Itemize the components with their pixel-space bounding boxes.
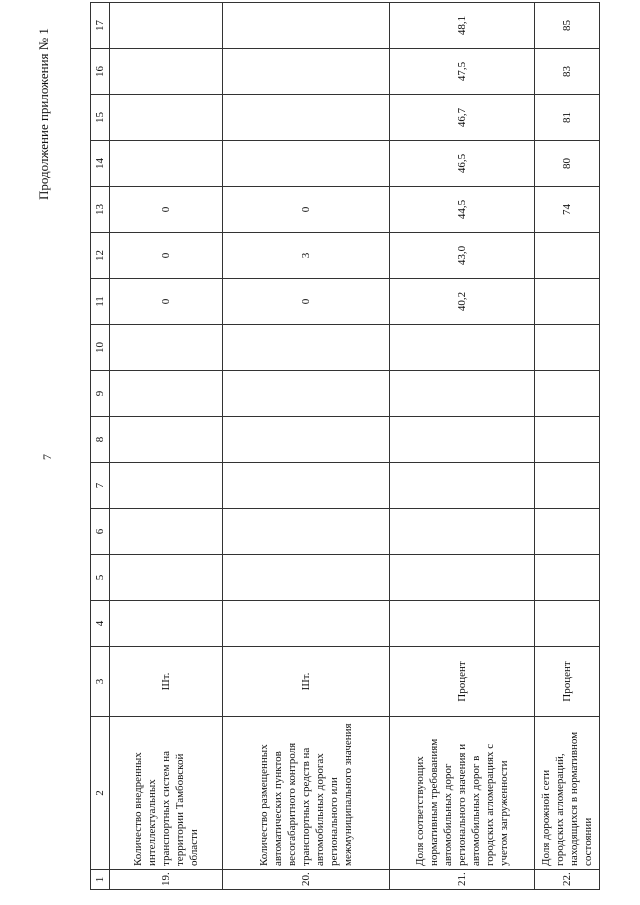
value-cell xyxy=(110,417,223,463)
unit-cell: Процент xyxy=(390,647,535,717)
value-cell xyxy=(535,509,600,555)
column-header: 13 xyxy=(91,187,110,233)
table-row xyxy=(390,3,535,890)
value-cell xyxy=(110,555,223,601)
column-header: 11 xyxy=(91,279,110,325)
value-cell: 43,0 xyxy=(390,233,535,279)
row-number: 22. xyxy=(535,870,600,890)
appendix-caption: Продолжение приложения № 1 xyxy=(36,28,51,200)
value-cell xyxy=(110,601,223,647)
row-number: 19. xyxy=(110,870,223,890)
value-cell xyxy=(223,417,390,463)
value-cell xyxy=(535,463,600,509)
value-cell xyxy=(390,371,535,417)
value-cell: 0 xyxy=(110,187,223,233)
value-cell xyxy=(390,325,535,371)
column-header: 6 xyxy=(91,509,110,555)
value-cell: 3 xyxy=(223,233,390,279)
value-cell: 40,2 xyxy=(390,279,535,325)
value-cell xyxy=(535,233,600,279)
value-cell: 0 xyxy=(223,187,390,233)
row-number: 21. xyxy=(390,870,535,890)
value-cell xyxy=(535,601,600,647)
value-cell: 44,5 xyxy=(390,187,535,233)
column-header: 3 xyxy=(91,647,110,717)
value-cell xyxy=(223,371,390,417)
column-header: 14 xyxy=(91,141,110,187)
value-cell xyxy=(535,555,600,601)
value-cell xyxy=(535,371,600,417)
value-cell: 46,5 xyxy=(390,141,535,187)
value-cell xyxy=(223,141,390,187)
unit-cell: Шт. xyxy=(223,647,390,717)
value-cell xyxy=(390,555,535,601)
value-cell xyxy=(110,141,223,187)
row-number: 20. xyxy=(223,870,390,890)
column-header: 7 xyxy=(91,463,110,509)
value-cell xyxy=(110,95,223,141)
value-cell: 0 xyxy=(110,233,223,279)
value-cell xyxy=(535,279,600,325)
table-row xyxy=(535,3,600,890)
table-row xyxy=(223,3,390,890)
value-cell: 80 xyxy=(535,141,600,187)
value-cell: 83 xyxy=(535,49,600,95)
value-cell xyxy=(390,509,535,555)
page-number: 7 xyxy=(40,454,54,460)
value-cell xyxy=(390,601,535,647)
value-cell xyxy=(223,555,390,601)
value-cell xyxy=(223,95,390,141)
indicator-name: Доля соответствующих нормативным требованиям автомобильных дорог регионального значения и автомобильных дорог в городских агломерациях с учетом загруженности xyxy=(390,717,535,870)
column-number-row xyxy=(91,3,110,890)
value-cell: 48,1 xyxy=(390,3,535,49)
indicator-table xyxy=(90,2,600,890)
value-cell: 0 xyxy=(223,279,390,325)
column-header: 9 xyxy=(91,371,110,417)
unit-cell: Процент xyxy=(535,647,600,717)
value-cell xyxy=(223,49,390,95)
column-header: 17 xyxy=(91,3,110,49)
value-cell xyxy=(535,325,600,371)
table-row xyxy=(110,3,223,890)
column-header: 2 xyxy=(91,717,110,870)
value-cell xyxy=(223,463,390,509)
value-cell: 74 xyxy=(535,187,600,233)
column-header: 1 xyxy=(91,870,110,890)
value-cell xyxy=(110,325,223,371)
value-cell xyxy=(390,463,535,509)
value-cell xyxy=(535,417,600,463)
indicator-name: Количество размещенных автоматических пунктов весогабаритного контроля транспортных средств на автомобильных дорогах регионального или межмуниципального значения xyxy=(223,717,390,870)
column-header: 16 xyxy=(91,49,110,95)
column-header: 10 xyxy=(91,325,110,371)
column-header: 4 xyxy=(91,601,110,647)
column-header: 5 xyxy=(91,555,110,601)
value-cell: 0 xyxy=(110,279,223,325)
value-cell xyxy=(223,509,390,555)
value-cell: 81 xyxy=(535,95,600,141)
unit-cell: Шт. xyxy=(110,647,223,717)
value-cell xyxy=(223,601,390,647)
column-header: 12 xyxy=(91,233,110,279)
indicator-name: Доля дорожной сети городских агломераций, находящихся в нормативном состоянии xyxy=(535,717,600,870)
value-cell: 46,7 xyxy=(390,95,535,141)
value-cell xyxy=(110,463,223,509)
value-cell xyxy=(390,417,535,463)
value-cell xyxy=(110,49,223,95)
value-cell xyxy=(110,371,223,417)
column-header: 15 xyxy=(91,95,110,141)
indicator-name: Количество внедренных интеллектуальных транспортных систем на территории Тамбовской области xyxy=(110,717,223,870)
value-cell: 47,5 xyxy=(390,49,535,95)
value-cell xyxy=(223,325,390,371)
value-cell: 85 xyxy=(535,3,600,49)
value-cell xyxy=(223,3,390,49)
value-cell xyxy=(110,3,223,49)
value-cell xyxy=(110,509,223,555)
column-header: 8 xyxy=(91,417,110,463)
